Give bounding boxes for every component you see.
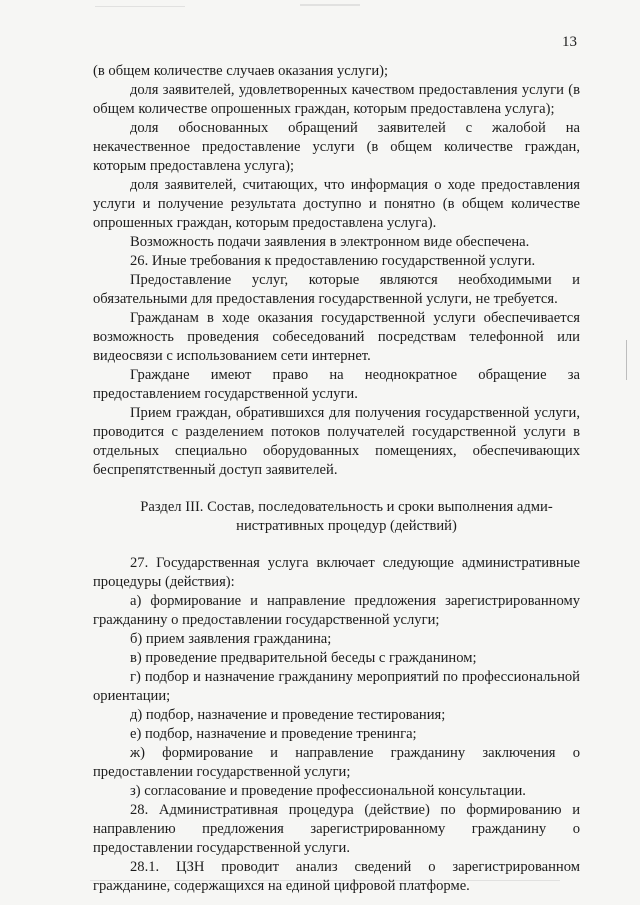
paragraph: Предоставление услуг, которые являются необходимыми и обязательными для предоставления государственной услуги, не требуется. bbox=[93, 272, 580, 307]
paragraph: 28.1. ЦЗН проводит анализ сведений о зарегистрированном гражданине, содержащихся на единой цифровой платформе. bbox=[93, 859, 580, 894]
paragraph: Возможность подачи заявления в электронном виде обеспечена. bbox=[130, 234, 530, 250]
section-heading bbox=[93, 498, 580, 536]
paragraph: б) прием заявления гражданина; bbox=[130, 631, 332, 647]
paragraph: 28. Административная процедура (действие) по формированию и направлению предложения зарегистрированному гражданину о предоставлении государственной услуги. bbox=[93, 802, 580, 856]
section-heading-line2: нистративных процедур (действий) bbox=[236, 518, 457, 534]
document-body bbox=[93, 62, 580, 896]
paragraph-group-after bbox=[93, 554, 580, 896]
paragraph: 26. Иные требования к предоставлению государственной услуги. bbox=[130, 253, 536, 269]
paragraph: Прием граждан, обратившихся для получения государственной услуги, проводится с разделением потоков получателей государственной услуги в отдельных специально оборудованных помещениях, обеспечивающих беспрепятственный доступ заявителей. bbox=[93, 405, 580, 478]
paragraph: ж) формирование и направление гражданину заключения о предоставлении государственной услуги; bbox=[93, 745, 580, 780]
paragraph: е) подбор, назначение и проведение тренинга; bbox=[130, 726, 417, 742]
scan-artifact bbox=[300, 4, 360, 6]
paragraph-group-before bbox=[93, 62, 580, 480]
paragraph: доля заявителей, удовлетворенных качеством предоставления услуги (в общем количестве опрошенных граждан, которым предоставлена услуга); bbox=[93, 82, 580, 117]
paragraph: доля заявителей, считающих, что информация о ходе предоставления услуги и получение результата доступно и понятно (в общем количестве опрошенных граждан, которым предоставлена услуга). bbox=[93, 177, 580, 231]
scan-artifact bbox=[95, 6, 185, 7]
paragraph: 27. Государственная услуга включает следующие административные процедуры (действия): bbox=[93, 555, 580, 590]
paragraph: Гражданам в ходе оказания государственной услуги обеспечивается возможность проведения собеседований посредствам телефонной или видеосвязи с использованием сети интернет. bbox=[93, 310, 580, 364]
paragraph: г) подбор и назначение гражданину мероприятий по профессиональной ориентации; bbox=[93, 669, 580, 704]
paragraph: (в общем количестве случаев оказания услуги); bbox=[93, 63, 389, 79]
page-number: 13 bbox=[562, 34, 577, 50]
paragraph: доля обоснованных обращений заявителей с жалобой на некачественное предоставление услуги (в общем количестве граждан, которым предоставлена услуга); bbox=[93, 120, 580, 174]
paragraph: а) формирование и направление предложения зарегистрированному гражданину о предоставлении государственной услуги; bbox=[93, 593, 580, 628]
paragraph: д) подбор, назначение и проведение тестирования; bbox=[130, 707, 446, 723]
scan-margin-mark bbox=[626, 340, 627, 380]
section-heading-line1: Раздел III. Состав, последовательность и сроки выполнения адми- bbox=[140, 499, 553, 515]
paragraph: Граждане имеют право на неоднократное обращение за предоставлением государственной услуги. bbox=[93, 367, 580, 402]
paragraph: в) проведение предварительной беседы с гражданином; bbox=[130, 650, 477, 666]
paragraph: з) согласование и проведение профессиональной консультации. bbox=[130, 783, 526, 799]
